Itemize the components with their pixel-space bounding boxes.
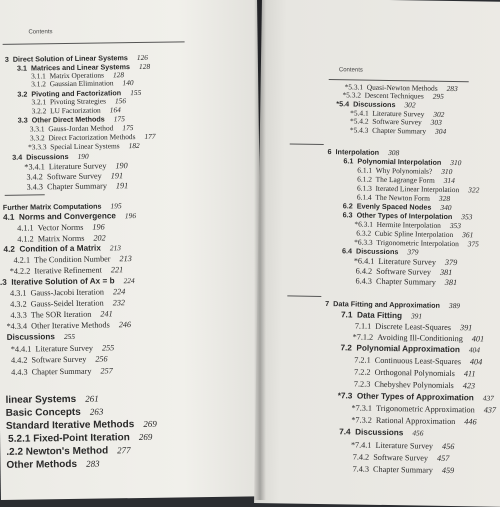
toc-entry-page: 456 <box>412 428 424 438</box>
toc-entry <box>31 78 134 88</box>
toc-entry-title: Condition of a Matrix <box>19 243 101 254</box>
toc-entry-number: *3.4.1 <box>24 162 45 172</box>
toc-entry <box>355 277 457 288</box>
toc-entry-title: Pivoting and Factorization <box>31 88 122 99</box>
toc-entry <box>6 444 131 459</box>
toc-entry-number: 7.1.1 <box>354 321 372 331</box>
toc-entry-title: Iterative Solution of Ax = b <box>11 276 115 287</box>
toc-entry-page: 401 <box>471 334 485 344</box>
toc-entry-page: 246 <box>118 320 132 330</box>
toc-entry-title: Matrix Norms <box>37 233 85 244</box>
toc-entry-page: 457 <box>437 453 450 463</box>
toc-entry-number: 6 <box>327 147 332 157</box>
toc-entry-title: Matrices and Linear Systems <box>30 62 131 73</box>
toc-entry-title: Chapter Summary <box>31 366 92 377</box>
toc-entry-page: 257 <box>100 366 113 376</box>
toc-entry-title: Avoiding Ill-Conditioning <box>377 332 463 344</box>
toc-entry-page: 310 <box>450 157 462 168</box>
toc-entry-title: Discussions <box>355 246 399 257</box>
toc-entry-page: 404 <box>469 357 483 367</box>
header-rule <box>3 41 185 45</box>
toc-entry-page: 126 <box>136 52 149 63</box>
toc-entry-page: 202 <box>93 233 106 243</box>
toc-entry <box>0 276 135 287</box>
toc-entry-title: Direct Solution of Linear Systems <box>12 53 128 64</box>
toc-entry <box>353 452 450 463</box>
toc-entry-page: 256 <box>95 354 108 364</box>
toc-entry <box>350 125 446 136</box>
toc-entry <box>339 427 423 437</box>
toc-entry-number: 6.3.2 <box>356 228 372 238</box>
toc-entry-title: The SOR Iteration <box>30 309 92 320</box>
toc-entry-page: 196 <box>92 222 105 232</box>
toc-entry <box>355 321 473 332</box>
toc-entry-title: Other Methods <box>6 458 78 471</box>
toc-entry-number: *7.3 <box>337 391 353 401</box>
toc-entry-title: Orthogonal Polynomials <box>374 367 455 379</box>
toc-entry-number: *6.3.1 <box>354 219 374 229</box>
toc-entry-page: 191 <box>110 171 124 181</box>
toc-entry <box>3 211 136 222</box>
toc-entry-number: *4.3.4 <box>6 321 28 331</box>
toc-entry-page: 302 <box>433 109 445 119</box>
toc-entry-title: Software Survey <box>46 171 102 182</box>
chapter-rule <box>287 295 321 297</box>
toc-entry-title: Chapter Summary <box>373 464 433 475</box>
toc-entry <box>17 222 105 232</box>
toc-entry-page: 269 <box>138 431 153 443</box>
toc-entry-number: 7.4.3 <box>352 464 370 474</box>
toc-entry-page: 232 <box>112 298 126 308</box>
toc-entry-title: Cubic Spline Interpolation <box>374 228 454 240</box>
toc-entry-number: 6.2 <box>342 201 353 211</box>
toc-entry-page: 221 <box>110 265 124 275</box>
toc-entry-number: 6.4.3 <box>355 276 373 286</box>
chapter-rule <box>290 143 324 145</box>
toc-entry <box>26 171 123 181</box>
toc-entry-title: Data Fitting <box>356 310 403 321</box>
toc-entry-title: Polynomial Interpolation <box>357 156 442 167</box>
toc-entry-page: 322 <box>468 185 480 195</box>
toc-entry-number: 3.4.2 <box>26 172 43 182</box>
toc-entry-title: Gauss-Jacobi Iteration <box>30 287 105 298</box>
toc-entry-page: 437 <box>482 393 494 403</box>
toc-entry-page: 241 <box>100 309 113 319</box>
toc-entry-title: Matrix Operations <box>49 70 104 81</box>
toc-entry-number: 6.1.2 <box>357 174 373 184</box>
toc-entry-number: *7.3.2 <box>351 415 372 425</box>
toc-entry-title: The Newton Form <box>375 192 431 203</box>
chapter-rule <box>5 194 45 196</box>
running-head-right: Contents <box>338 67 363 74</box>
toc-entry-number: *5.4 <box>336 99 350 109</box>
toc-entry-title: Quasi-Newton Methods <box>366 82 438 93</box>
toc-entry-title: Discussions <box>6 332 56 342</box>
toc-entry-title: Software Survey <box>372 116 422 127</box>
toc-entry-number: *4.4.1 <box>10 344 32 354</box>
toc-entry-title: Gaussian Elimination <box>49 78 114 89</box>
toc-entry-title: Discrete Least-Squares <box>375 321 452 333</box>
toc-entry-page: 155 <box>130 87 142 98</box>
toc-entry-number: 7.1 <box>340 310 353 320</box>
toc-entry <box>353 332 485 343</box>
toc-entry-number: 4.1.2 <box>17 234 34 244</box>
toc-entry-page: 308 <box>388 148 400 158</box>
toc-entry-page: 304 <box>435 126 447 136</box>
toc-entry-title: Software Survey <box>376 266 432 277</box>
toc-entry-title: Software Survey <box>31 354 87 365</box>
toc-entry-page: 295 <box>432 91 444 101</box>
toc-entry-number: 6.1 <box>343 156 354 166</box>
toc-entry-number: *7.3.1 <box>351 403 373 413</box>
toc-entry-title: Chapter Summary <box>375 276 436 287</box>
toc-entry-number: 6.4 <box>341 246 353 256</box>
toc-entry-page: 164 <box>109 105 121 115</box>
toc-entry <box>354 355 482 366</box>
toc-entry-page: 302 <box>404 100 416 110</box>
toc-entry <box>11 354 108 364</box>
toc-entry-page: 340 <box>440 202 452 213</box>
toc-entry-title: Literature Survey <box>375 440 434 451</box>
toc-entry-title: Why Polynomials? <box>375 165 433 176</box>
toc-entry-number: *5.4.2 <box>350 116 369 126</box>
toc-entry-page: 255 <box>101 343 115 353</box>
toc-entry-title: Discussions <box>353 99 396 110</box>
toc-entry-title: Literature Survey <box>378 256 437 267</box>
toc-entry-page: 389 <box>448 300 461 311</box>
toc-entry-title: Special Linear Systems <box>50 141 120 152</box>
toc-entry <box>6 458 99 472</box>
toc-entry-number: 3.3.1 <box>29 124 45 134</box>
toc-entry-page: 269 <box>143 418 157 429</box>
toc-entry-number: *6.3.3 <box>354 237 373 247</box>
toc-entry-number: 7.2.1 <box>354 355 371 365</box>
toc-entry <box>353 464 455 475</box>
right-page <box>254 0 500 507</box>
toc-entry <box>10 287 125 298</box>
toc-entry-page: 437 <box>483 405 497 415</box>
toc-entry-page: 379 <box>444 257 458 268</box>
toc-entry-title: Standard Iterative Methods <box>5 419 135 432</box>
toc-entry <box>3 243 121 254</box>
toc-entry-page: 456 <box>442 441 455 452</box>
toc-entry <box>11 366 113 376</box>
toc-entry-page: 175 <box>122 123 134 133</box>
toc-entry-number: 3.3.2 <box>29 133 45 143</box>
toc-entry <box>12 152 89 162</box>
toc-entry-page: 379 <box>407 247 419 257</box>
toc-entry-page: 175 <box>113 114 125 124</box>
toc-entry-title: Continuous Least-Squares <box>374 355 462 367</box>
toc-entry-title: 5.2.1 Fixed-Point Iteration <box>8 432 130 445</box>
toc-entry-number: *3.3.3 <box>27 142 47 152</box>
toc-entry-title: Data Fitting and Approximation <box>333 299 441 310</box>
toc-entry-title: Rational Approximation <box>375 415 456 427</box>
toc-entry-page: 191 <box>115 181 129 191</box>
toc-entry-number: 7.2.2 <box>354 367 371 377</box>
running-head-left: Contents <box>28 29 53 36</box>
toc-entry-number: 4.3.3 <box>10 310 27 320</box>
toc-entry-title: Chapter Summary <box>47 181 107 192</box>
toc-entry <box>341 310 422 320</box>
toc-entry-number: 4.2 <box>3 244 15 254</box>
toc-entry-page: 353 <box>461 212 473 222</box>
toc-entry <box>354 256 458 267</box>
toc-entry-title: Vector Norms <box>37 222 84 233</box>
toc-entry-page: 213 <box>109 243 122 253</box>
toc-entry-page: 328 <box>438 193 451 203</box>
toc-entry <box>24 161 127 171</box>
toc-entry-title: Norms and Convergence <box>18 211 116 222</box>
toc-entry-title: Direct Factorization Methods <box>48 132 136 143</box>
toc-entry-number: 3.2 <box>17 89 28 99</box>
toc-entry-page: 277 <box>117 445 131 456</box>
toc-entry <box>10 265 123 276</box>
toc-entry-page: 213 <box>119 254 132 264</box>
toc-entry-page: 195 <box>110 201 122 211</box>
toc-entry-number: 7 <box>325 299 330 309</box>
toc-entry-page: 404 <box>468 345 481 355</box>
toc-entry-number: 4.1.1 <box>17 223 34 233</box>
toc-entry <box>325 299 460 310</box>
toc-entry-number: 3.1 <box>16 63 28 73</box>
toc-entry-number: .3 <box>0 277 7 287</box>
toc-entry-number: 7.4 <box>339 427 351 437</box>
toc-entry-page: 353 <box>449 220 462 231</box>
toc-entry-number: 6.4.2 <box>355 266 373 276</box>
toc-entry-page: 446 <box>464 417 477 427</box>
toc-entry <box>351 415 476 426</box>
toc-entry-number: 6.1.4 <box>356 192 372 202</box>
toc-entry-page: 303 <box>430 117 442 127</box>
toc-entry <box>6 393 99 407</box>
toc-entry-number: 4.2.1 <box>13 255 31 265</box>
toc-entry-title: Basic Concepts <box>5 406 81 419</box>
toc-entry-page: 411 <box>463 369 476 379</box>
toc-entry-title: Hermite Interpolation <box>376 219 441 230</box>
toc-entry-page: 459 <box>441 465 455 476</box>
toc-entry-number: 3.2.1 <box>31 97 47 107</box>
toc-entry <box>27 181 129 191</box>
toc-entry-title: Other Iterative Methods <box>31 320 110 331</box>
toc-entry-title: Literature Survey <box>35 343 94 354</box>
toc-entry-page: 128 <box>112 70 125 80</box>
toc-entry-page: 375 <box>467 239 479 249</box>
toc-entry-title: Iterative Refinement <box>34 265 102 276</box>
toc-entry <box>3 201 122 212</box>
toc-entry-title: Discussions <box>355 427 404 438</box>
toc-entry <box>352 403 497 414</box>
toc-entry-title: Pivoting Strategies <box>49 96 107 107</box>
toc-entry <box>28 141 140 152</box>
toc-entry-page: 224 <box>123 276 135 286</box>
toc-entry-title: Chebyshev Polynomials <box>374 379 454 391</box>
toc-entry-title: The Lagrange Form <box>375 174 435 185</box>
toc-entry-number: 4.3.1 <box>10 288 27 298</box>
toc-entry-page: 283 <box>446 83 458 94</box>
toc-entry-page: 391 <box>459 323 473 333</box>
toc-entry-page: 381 <box>444 277 458 288</box>
toc-entry <box>10 309 112 319</box>
toc-entry-number: *4.2.2 <box>9 266 31 276</box>
toc-entry <box>10 298 125 309</box>
toc-entry-title: Other Direct Methods <box>31 114 105 125</box>
toc-entry-title: Other Types of Interpolation <box>356 210 453 222</box>
toc-entry-number: 3.2.2 <box>31 106 47 116</box>
toc-entry-number: 4.4.2 <box>10 355 28 365</box>
toc-entry-page: 423 <box>462 381 476 391</box>
toc-entry-page: 140 <box>122 78 134 88</box>
toc-entry-page: 283 <box>85 458 100 469</box>
toc-entry-page: 361 <box>462 230 474 240</box>
toc-entry-page: 391 <box>410 311 423 321</box>
toc-entry-number: *6.4.1 <box>353 256 375 266</box>
toc-entry-number: 3.4 <box>12 152 23 162</box>
toc-entry <box>338 391 494 402</box>
toc-entry-page: 128 <box>138 61 151 71</box>
toc-entry-page: 182 <box>128 140 140 151</box>
toc-entry-title: Gauss-Jordan Method <box>48 123 114 134</box>
toc-entry-number: 7.4.2 <box>352 452 370 462</box>
toc-entry-number: 3 <box>4 54 9 64</box>
toc-entry-number: 6.3 <box>342 210 353 220</box>
toc-entry-number: 3.1.1 <box>31 71 46 81</box>
toc-entry-number: 7.2.3 <box>353 379 371 389</box>
toc-entry <box>8 431 152 446</box>
toc-entry-number: 3.3 <box>17 115 28 125</box>
toc-entry-page: 224 <box>112 287 126 297</box>
toc-entry-title: LU Factorization <box>49 105 101 116</box>
toc-entry <box>354 367 476 378</box>
toc-entry-page: 156 <box>114 96 127 106</box>
toc-entry-title: Descent Techniques <box>364 90 424 101</box>
toc-entry-number: 4.3.2 <box>10 299 27 309</box>
toc-entry-title: Gauss-Seidel Iteration <box>30 298 104 309</box>
toc-entry-title: The Condition Number <box>34 254 111 265</box>
toc-entry-number: *5.3.2 <box>342 90 362 100</box>
toc-entry-number: 4.1 <box>2 212 15 222</box>
toc-entry-page: 261 <box>85 393 99 404</box>
toc-entry <box>17 233 105 243</box>
book-gutter <box>254 0 266 500</box>
toc-entry <box>354 379 475 390</box>
toc-entry-number: 6.1.3 <box>356 183 372 193</box>
toc-entry-page: 381 <box>439 267 453 278</box>
toc-entry-title: Literature Survey <box>372 108 425 119</box>
toc-entry-title: Polynomial Approximation <box>356 343 460 355</box>
toc-entry-page: 310 <box>441 166 453 177</box>
toc-entry-page: 196 <box>124 211 137 221</box>
toc-entry-title: Chapter Summary <box>372 125 427 136</box>
toc-entry-title: Trigonometric Interpolation <box>376 237 459 249</box>
toc-entry <box>7 332 75 342</box>
toc-entry-title: Evenly Spaced Nodes <box>356 201 432 212</box>
toc-entry-page: 190 <box>115 161 128 171</box>
toc-entry <box>14 254 132 265</box>
toc-entry-number: 4.4.3 <box>11 367 28 377</box>
toc-entry <box>6 320 131 331</box>
toc-entry-number: 6.1.1 <box>357 165 373 175</box>
toc-entry-number: 3.4.3 <box>26 182 44 192</box>
toc-entry-page: 190 <box>77 151 89 161</box>
toc-entry-number: *5.4.1 <box>350 108 369 118</box>
toc-entry-title: Software Survey <box>373 452 429 463</box>
toc-entry-number: *7.1.2 <box>352 332 374 342</box>
toc-entry-number: *5.3.1 <box>344 82 364 92</box>
toc-entry <box>351 440 455 451</box>
toc-entry-title: Trigonometric Approximation <box>376 403 475 415</box>
toc-entry-number: 3.1.2 <box>31 79 47 89</box>
toc-entry <box>340 343 480 354</box>
toc-entry-page: 177 <box>144 131 156 141</box>
toc-entry-title: Further Matrix Computations <box>2 201 102 212</box>
toc-entry-number: *7.4.1 <box>350 440 372 450</box>
toc-entry-number: *5.4.3 <box>349 125 369 135</box>
toc-entry-title: Iterated Linear Interpolation <box>375 183 460 195</box>
toc-entry <box>342 246 419 256</box>
toc-entry-page: 314 <box>443 175 455 186</box>
toc-entry-title: .2.2 Newton's Method <box>6 445 109 458</box>
toc-entry-title: linear Systems <box>5 393 77 406</box>
toc-entry-title: Discussions <box>26 151 69 162</box>
toc-entry-title: Interpolation <box>335 147 380 157</box>
toc-entry-number: 7.2 <box>340 343 352 353</box>
toc-entry-title: Other Types of Approximation <box>356 391 474 403</box>
toc-entry-page: 255 <box>63 331 76 342</box>
toc-entry-title: Literature Survey <box>48 161 107 172</box>
toc-entry <box>11 343 114 353</box>
toc-entry-page: 263 <box>89 406 104 417</box>
toc-entry <box>356 267 453 278</box>
